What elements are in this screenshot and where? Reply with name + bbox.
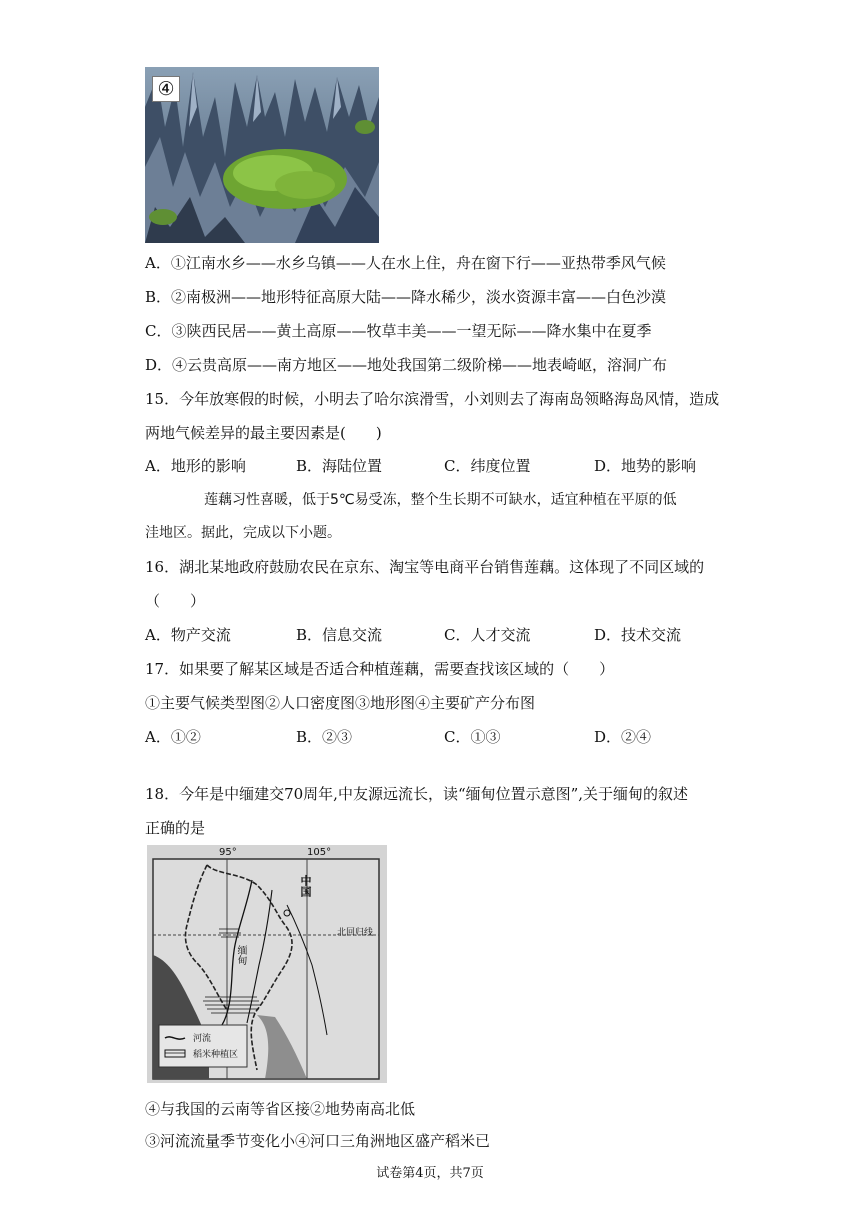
stone-forest-illustration (145, 67, 379, 243)
page-footer: 试卷第4页，共7页 (376, 1166, 484, 1181)
q18-statement1: ④与我国的云南等省区接②地势南高北低 (145, 1100, 416, 1118)
map-lon-right: 105° (307, 847, 332, 858)
map-legend-rice: 稻米种植区 (193, 1050, 239, 1060)
q16-stem-line1: 16．湖北某地政府鼓励农民在京东、淘宝等电商平台销售莲藕。这体现了不同区域的 (145, 558, 705, 576)
q15-option-d[interactable]: D．地势的影响 (594, 457, 697, 475)
q14-option-d[interactable]: D．④云贵高原——南方地区——地处我国第二级阶梯——地表崎岖，溶洞广布 (145, 356, 668, 374)
q14-option-c[interactable]: C．③陕西民居——黄土高原——牧草丰美——一望无际——降水集中在夏季 (145, 322, 652, 340)
q15-option-b[interactable]: B．海陆位置 (296, 457, 383, 475)
q14-option-b[interactable]: B．②南极洲——地形特征高原大陆——降水稀少，淡水资源丰富——白色沙漠 (145, 288, 667, 306)
q16-option-b[interactable]: B．信息交流 (296, 626, 383, 644)
passage-line2: 洼地区。据此，完成以下小题。 (145, 525, 341, 541)
myanmar-map-drawing (147, 845, 387, 1083)
q18-stem-line1: 18．今年是中缅建交70周年,中友源远流长，读“缅甸位置示意图”,关于缅甸的叙述 (145, 785, 689, 803)
q14-option-a[interactable]: A．①江南水乡——水乡乌镇——人在水上住，舟在窗下行——亚热带季风气候 (145, 254, 666, 272)
map-label-china (312, 875, 324, 897)
map-legend-river: 河流 (193, 1034, 212, 1044)
q15-option-a[interactable]: A．地形的影响 (145, 457, 246, 475)
q15-stem-line2: 两地气候差异的最主要因素是( ) (145, 424, 382, 442)
stone-forest-photo (145, 67, 379, 243)
passage-line1: 莲藕习性喜暖，低于5℃易受冻，整个生长期不可缺水，适宜种植在平原的低 (204, 492, 677, 508)
q16-option-d[interactable]: D．技术交流 (594, 626, 682, 644)
q17-option-a[interactable]: A．①② (145, 728, 201, 746)
map-lon-left: 95° (219, 847, 237, 858)
q16-stem-line2: （ ） (145, 592, 206, 610)
q17-option-b[interactable]: B．②③ (296, 728, 353, 746)
myanmar-location-map (147, 845, 387, 1083)
q17-stem: 17．如果要了解某区域是否适合种植莲藕，需要查找该区域的（ ） (145, 660, 615, 678)
map-label-tropic: 北回归线 (337, 928, 374, 938)
q15-option-c[interactable]: C．纬度位置 (444, 457, 531, 475)
q17-option-c[interactable]: C．①③ (444, 728, 501, 746)
q18-stem-line2: 正确的是 (145, 819, 206, 837)
q16-option-c[interactable]: C．人才交流 (444, 626, 531, 644)
q17-option-d[interactable]: D．②④ (594, 728, 652, 746)
photo-number-badge: ④ (152, 76, 180, 102)
map-label-myanmar: 缅甸 (235, 945, 246, 965)
q17-items: ①主要气候类型图②人口密度图③地形图④主要矿产分布图 (145, 694, 536, 712)
q16-option-a[interactable]: A．物产交流 (145, 626, 231, 644)
q18-statement2: ③河流流量季节变化小④河口三角洲地区盛产稻米已 (145, 1132, 491, 1150)
q15-stem-line1: 15．今年放寒假的时候，小明去了哈尔滨滑雪，小刘则去了海南岛领略海岛风情，造成 (145, 390, 720, 408)
